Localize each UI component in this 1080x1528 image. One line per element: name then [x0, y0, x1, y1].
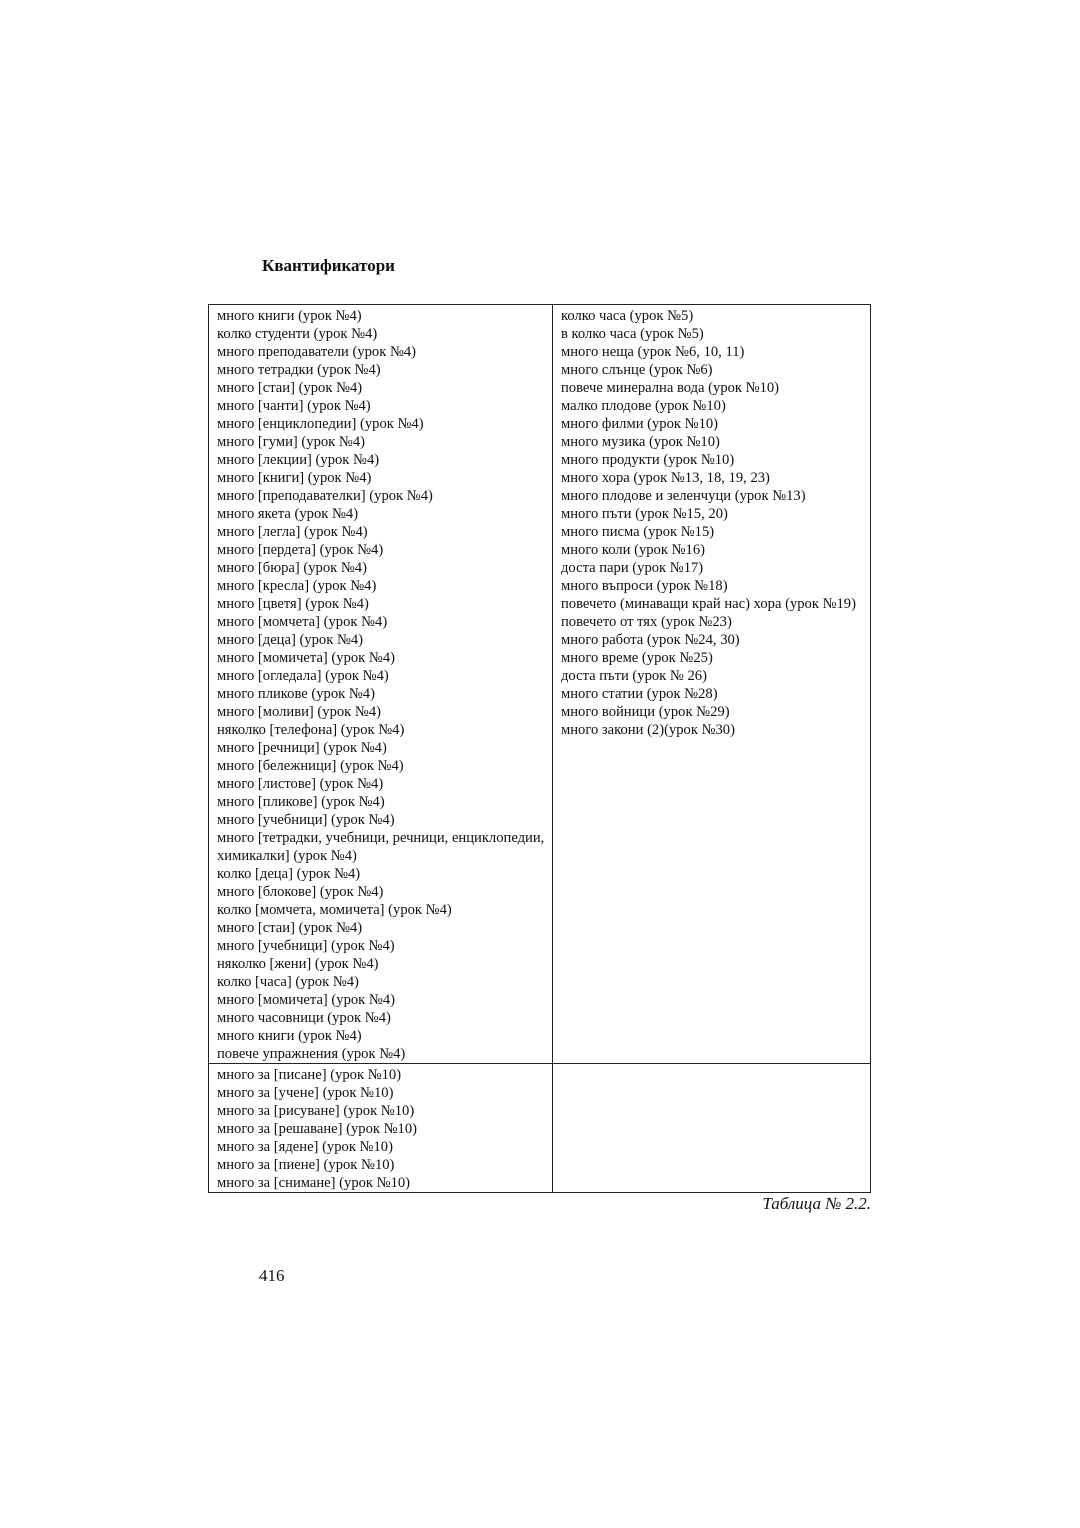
- list-item: много за [снимане] (урок №10): [217, 1175, 411, 1191]
- list-item: много [момичета] (урок №4): [217, 650, 395, 666]
- list-item: много коли (урок №16): [561, 542, 705, 558]
- list-item: много книги (урок №4): [217, 308, 362, 324]
- list-item: много якета (урок №4): [217, 506, 359, 522]
- list-item: много закони (2)(урок №30): [561, 722, 735, 738]
- list-item: много продукти (урок №10): [561, 452, 735, 468]
- list-item: много [пердета] (урок №4): [217, 542, 384, 558]
- list-item: много войници (урок №29): [561, 704, 730, 720]
- list-item: много [огледала] (урок №4): [217, 668, 389, 684]
- list-item: много [книги] (урок №4): [217, 470, 372, 486]
- list-item: много [речници] (урок №4): [217, 740, 387, 756]
- list-item: много за [учене] (урок №10): [217, 1085, 394, 1101]
- list-item: много пъти (урок №15, 20): [561, 506, 728, 522]
- list-item: много [момичета] (урок №4): [217, 992, 395, 1008]
- list-item: много пликове (урок №4): [217, 686, 375, 702]
- list-item: колко [часа] (урок №4): [217, 974, 359, 990]
- list-item: много [блокове] (урок №4): [217, 884, 384, 900]
- list-item: много статии (урок №28): [561, 686, 718, 702]
- list-item: много [стаи] (урок №4): [217, 920, 363, 936]
- list-item: много плодове и зеленчуци (урок №13): [561, 488, 806, 504]
- list-item: повечето от тях (урок №23): [561, 614, 732, 630]
- list-item: много [легла] (урок №4): [217, 524, 368, 540]
- list-item: много музика (урок №10): [561, 434, 720, 450]
- list-item: много преподаватели (урок №4): [217, 344, 417, 360]
- table-cell-left: [209, 305, 553, 1064]
- list-item: малко плодове (урок №10): [561, 398, 726, 414]
- list-item: много за [рисуване] (урок №10): [217, 1103, 415, 1119]
- list-item: в колко часа (урок №5): [561, 326, 704, 342]
- list-item: колко студенти (урок №4): [217, 326, 378, 342]
- list-item: няколко [телефона] (урок №4): [217, 722, 405, 738]
- list-item: много хора (урок №13, 18, 19, 23): [561, 470, 770, 486]
- list-item: много за [писане] (урок №10): [217, 1067, 402, 1083]
- table-cell-right: [553, 305, 871, 1064]
- list-item: много [бележници] (урок №4): [217, 758, 404, 774]
- list-item: повечето (минаващи край нас) хора (урок №19): [561, 596, 856, 612]
- list-item: много [гуми] (урок №4): [217, 434, 365, 450]
- list-item: повече минерална вода (урок №10): [561, 380, 780, 396]
- list-item: много филми (урок №10): [561, 416, 719, 432]
- list-item: много [момчета] (урок №4): [217, 614, 388, 630]
- list-item: много [деца] (урок №4): [217, 632, 364, 648]
- table-row: [209, 1064, 871, 1193]
- list-item: много часовници (урок №4): [217, 1010, 391, 1026]
- list-item: много за [ядене] (урок №10): [217, 1139, 393, 1155]
- list-item: много [енциклопедии] (урок №4): [217, 416, 424, 432]
- list-item: много слънце (урок №6): [561, 362, 713, 378]
- list-item: много [учебници] (урок №4): [217, 812, 395, 828]
- list-item: доста пари (урок №17): [561, 560, 704, 576]
- list-item: много работа (урок №24, 30): [561, 632, 740, 648]
- list-item: много време (урок №25): [561, 650, 713, 666]
- table-row: [209, 305, 871, 1064]
- list-item: много [листове] (урок №4): [217, 776, 384, 792]
- table-cell-left: [209, 1064, 553, 1193]
- quantifiers-table: [208, 304, 871, 1193]
- list-item: много въпроси (урок №18): [561, 578, 728, 594]
- list-item: много [преподавателки] (урок №4): [217, 488, 433, 504]
- list-item: много [бюра] (урок №4): [217, 560, 367, 576]
- list-item: повече упражнения (урок №4): [217, 1046, 406, 1062]
- list-item: много неща (урок №6, 10, 11): [561, 344, 745, 360]
- list-item: много [пликове] (урок №4): [217, 794, 385, 810]
- list-item: много [стаи] (урок №4): [217, 380, 363, 396]
- table-caption: Таблица № 2.2.: [762, 1194, 871, 1213]
- list-item: много [цветя] (урок №4): [217, 596, 369, 612]
- list-item: много за [решаване] (урок №10): [217, 1121, 417, 1137]
- list-item: много [лекции] (урок №4): [217, 452, 380, 468]
- list-item: много [кресла] (урок №4): [217, 578, 377, 594]
- list-item: много книги (урок №4): [217, 1028, 362, 1044]
- table-cell-right: [553, 1064, 871, 1193]
- list-item: много [учебници] (урок №4): [217, 938, 395, 954]
- list-item: няколко [жени] (урок №4): [217, 956, 379, 972]
- list-item: много за [пиене] (урок №10): [217, 1157, 395, 1173]
- list-item: колко [деца] (урок №4): [217, 866, 361, 882]
- list-item: много [чанти] (урок №4): [217, 398, 371, 414]
- list-item: колко [момчета, момичета] (урок №4): [217, 902, 452, 918]
- list-item: много [тетрадки, учебници, речници, енциклопедии, химикалки] (урок №4): [217, 830, 545, 864]
- list-item: много [моливи] (урок №4): [217, 704, 381, 720]
- list-item: колко часа (урок №5): [561, 308, 694, 324]
- page-title: Квантификатори: [262, 256, 395, 275]
- list-item: много писма (урок №15): [561, 524, 715, 540]
- list-item: доста пъти (урок № 26): [561, 668, 707, 684]
- page-number: 416: [259, 1266, 285, 1285]
- list-item: много тетрадки (урок №4): [217, 362, 381, 378]
